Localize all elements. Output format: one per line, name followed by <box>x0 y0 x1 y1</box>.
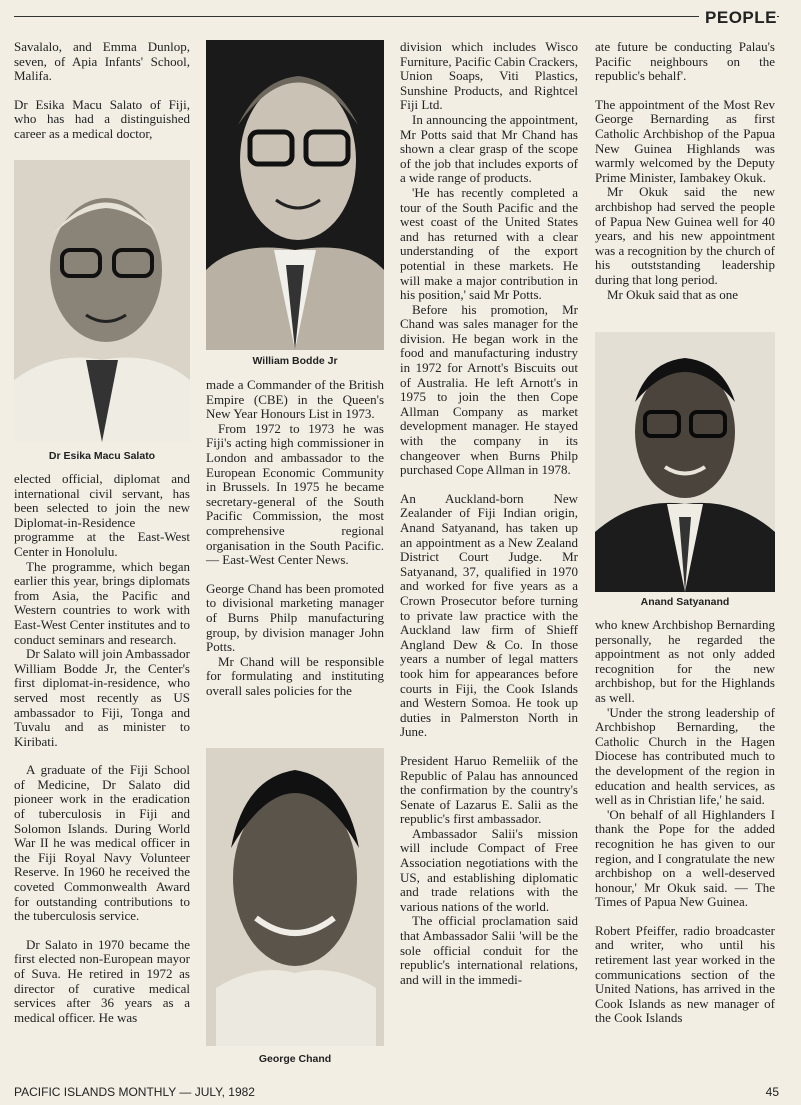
paragraph: From 1972 to 1973 he was Fiji's acting high commissioner in London and ambassador to the European Economic Community in Brussels. In 1975 he became secretary-general of the South Pacific Commission, the most comprehensive regional organisation in the South Pacific. — East-West Center News. <box>206 420 384 568</box>
paragraph: The programme, which began earlier this year, brings diplomats from Asia, the Pacific and Western countries to work with East-West Center institutes and to conduct seminars and research. <box>14 558 190 647</box>
paragraph: Robert Pfeiffer, radio broadcaster and writer, who until his retirement last year worked in the communications section of the United Nations, has arrived in the Cook Islands as new manager of the Cook Islands <box>595 922 775 1026</box>
column-4 <box>595 40 775 302</box>
photo-salato <box>14 160 190 442</box>
paragraph: The appointment of the Most Rev George Bernarding as first Catholic Archbishop of the Papua New Guinea Highlands was warmly welcomed by the Deputy Prime Minister, Iambakey Okuk. <box>595 96 775 185</box>
caption-bodde: William Bodde Jr <box>252 355 338 367</box>
caption-salato: Dr Esika Macu Salato <box>48 450 156 462</box>
column-3 <box>400 40 578 987</box>
paragraph: The official proclamation said that Ambassador Salii 'will be the sole official conduit for the republic's international relations, and will in the immedi- <box>400 913 578 987</box>
footer-publication: PACIFIC ISLANDS MONTHLY — JULY, 1982 <box>14 1085 255 1099</box>
paragraph: Mr Okuk said that as one <box>607 286 739 302</box>
footer-page-number: 45 <box>765 1085 779 1099</box>
portrait-image <box>206 748 384 1046</box>
paragraph: ate future be conducting Palau's Pacific neighbours on the republic's behalf'. <box>595 39 775 84</box>
section-title: PEOPLE <box>699 8 777 28</box>
paragraph: Mr Chand will be responsible for formulating and instituting overall sales policies for the <box>206 653 384 698</box>
paragraph: In announcing the appointment, Mr Potts said that Mr Chand has shown a clear grasp of the scope of the job that includes exports of a wide range of products. <box>400 111 578 186</box>
paragraph: 'He has recently completed a tour of the South Pacific and the west coast of the United States and has returned with a clear understanding of the export potential in these markets. He will make a major contribution in his position,' said Mr Potts. <box>400 184 578 303</box>
paragraph: made a Commander of the British Empire (CBE) in the Queen's New Year Honours List in 1973. <box>206 377 384 422</box>
paragraph: Savalalo, and Emma Dunlop, seven, of Apia Infants' School, Malifa. <box>14 39 190 84</box>
photo-chand <box>206 748 384 1046</box>
paragraph: President Haruo Remeliik of the Republic of Palau has announced the confirmation by the country's Senate of Lazarus E. Salii as the republic's first ambassador. <box>400 752 578 827</box>
photo-satyanand <box>595 332 775 592</box>
paragraph: Dr Esika Macu Salato of Fiji, who has had a distinguished career as a medical doctor, <box>14 96 190 141</box>
paragraph: Mr Okuk said the new archbishop had served the people of Papua New Guinea well for 40 years, and his new appointment was a recognition by the church of his outststanding leadership during that long period. <box>595 184 775 287</box>
paragraph: division which includes Wisco Furniture, Pacific Cabin Crackers, Union Soaps, Viti Plastics, Sunshine Products, and Rightcel Fiji Ltd. <box>400 39 578 113</box>
caption-satyanand: Anand Satyanand <box>640 596 730 608</box>
column-1 <box>14 40 190 142</box>
paragraph: Before his promotion, Mr Chand was sales manager for the division. He began work in the food and manufacturing industry in 1972 for Arnott's Biscuits out of Australia. He left Arnott's in 1975 to join the then Cope Allman Company as market development manager. He stayed with the company in its changeover when Burns Philp purchased Cope Allman in 1978. <box>400 301 578 478</box>
paragraph: George Chand has been promoted to divisional marketing manager of Burns Philp manufacturing group, by division manager John Potts. <box>206 580 384 655</box>
column-4-cont <box>595 618 775 1026</box>
paragraph: Dr Salato will join Ambassador William Bodde Jr, the Center's first diplomat-in-residence, who served most recently as US ambassador to Fiji, Tonga and Tuvalu and as minister to Kiribati. <box>14 646 190 749</box>
portrait-image <box>206 40 384 350</box>
paragraph: 'On behalf of all Highlanders I thank the Pope for the added recognition he has given to our region, and I congratulate the new archbishop on a well-deserved honour,' Mr Okuk said. — The Times of Papua New Guinea. <box>595 806 775 910</box>
portrait-image <box>595 332 775 592</box>
portrait-image <box>14 160 190 442</box>
column-1-cont <box>14 472 190 1025</box>
paragraph: 'Under the strong leadership of Archbishop Bernarding, the Catholic Church in the Hagen Diocese has contributed much to the development of the region in education and health services, as well as in Christian life,' he said. <box>595 704 775 808</box>
paragraph: Ambassador Salii's mission will include Compact of Free Association negotiations with the US, and establishing diplomatic and trade relations with the various nations of the world. <box>400 825 578 914</box>
header-rule <box>14 16 779 17</box>
column-2 <box>206 378 384 698</box>
paragraph: An Auckland-born New Zealander of Fiji Indian origin, Anand Satyanand, has taken up an appointment as a New Zealand District Court Judge. Mr Satyanand, 37, qualified in 1970 and worked for five years as a Crown Prosecutor before turning to private law practice with the Auckland law firm of Shieff Angland Dew & Co. In those years a number of legal matters took him for appearances before courts in Fiji, the Cook Islands and Western Somoa. He took up duties in Palmerston North in June. <box>400 490 578 740</box>
caption-chand: George Chand <box>258 1053 332 1065</box>
paragraph: who knew Archbishop Bernarding personally, he regarded the appointment as not only added recognition for the new archbishop, but for the Highlands as well. <box>595 617 775 705</box>
paragraph: Dr Salato in 1970 became the first elected non-European mayor of Suva. He retired in 1972 as director of curative medical services after 36 years as a medical officer. He was <box>14 936 190 1025</box>
paragraph: A graduate of the Fiji School of Medicine, Dr Salato did pioneer work in the eradication of tuberculosis in Fiji and Solomon Islands. During World War II he was medical officer in the Fiji Royal Navy Volunteer Reserve. In 1960 he received the coveted Commonwealth Award for outstanding contributions to the tuberculosis service. <box>14 762 190 924</box>
photo-bodde <box>206 40 384 350</box>
paragraph: elected official, diplomat and international civil servant, has been selected to join the new Diplomat-in-Residence programme at the East-West Center in Honolulu. <box>14 471 190 559</box>
